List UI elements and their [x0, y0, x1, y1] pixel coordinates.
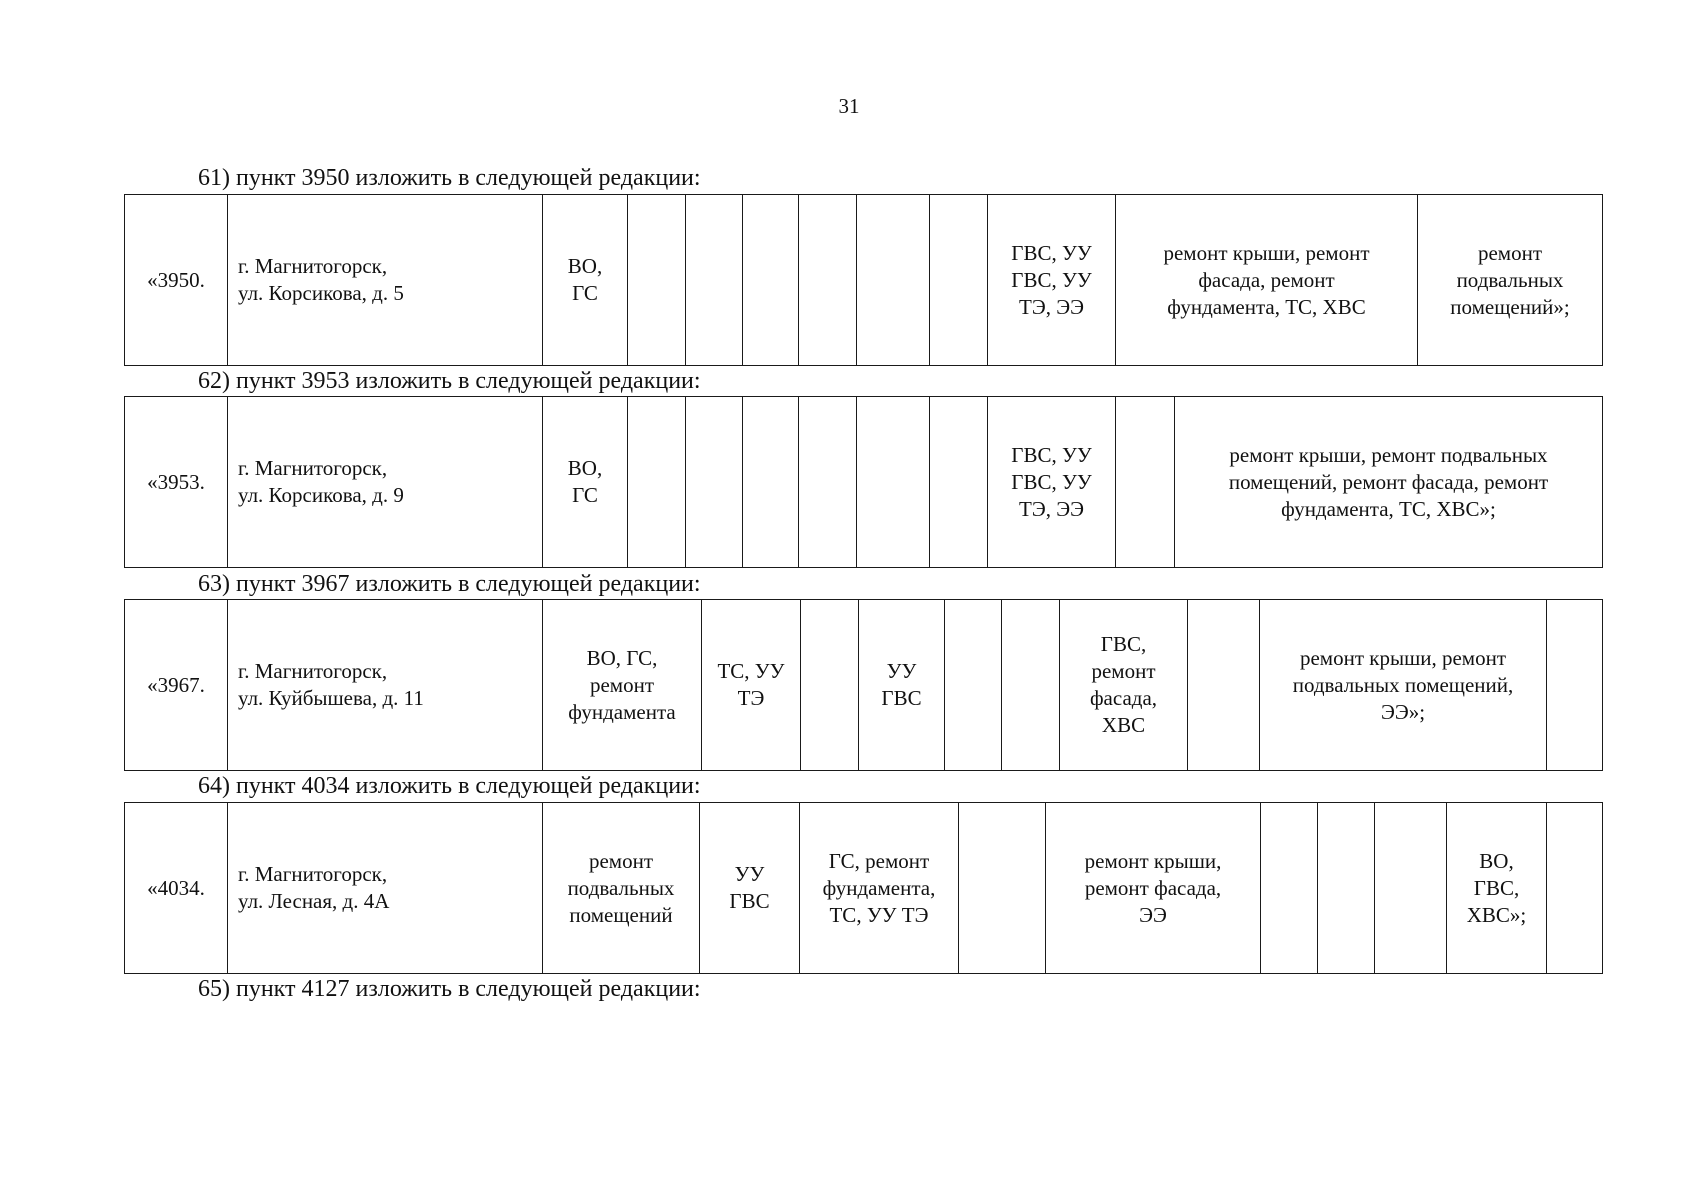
table-cell	[945, 600, 1002, 771]
table-cell	[543, 397, 628, 568]
address-line: ул. Куйбышева, д. 11	[238, 686, 424, 710]
cell-line: ГВС, УУ	[1011, 442, 1092, 467]
cell-line: ГВС, УУ	[1011, 267, 1092, 292]
cell-line: ЭЭ	[1139, 902, 1167, 927]
section-heading: 62) пункт 3953 изложить в следующей редакции:	[198, 368, 701, 394]
table-cell	[857, 195, 930, 366]
cell-line: ТЭ	[737, 686, 765, 710]
table-cell	[1261, 803, 1318, 974]
cell-line: ГВС, УУ	[1011, 469, 1092, 494]
address-cell	[228, 195, 543, 366]
cell-line: ГВС	[729, 889, 770, 913]
cell-line: помещений, ремонт фасада, ремонт	[1228, 469, 1549, 494]
table-cell	[930, 397, 988, 568]
cell-line: ВО,	[567, 456, 603, 480]
table-cell	[1002, 600, 1060, 771]
data-table	[124, 194, 1603, 366]
cell-line: ГВС	[881, 686, 922, 710]
table-cell	[801, 600, 859, 771]
cell-line: ремонт крыши, ремонт подвальных	[1229, 442, 1548, 467]
section-heading: 65) пункт 4127 изложить в следующей редакции:	[198, 976, 701, 1002]
cell-line: фундамента, ТС, ХВС	[1167, 294, 1366, 319]
table-cell	[1116, 397, 1175, 568]
cell-line: ремонт крыши, ремонт	[1163, 240, 1370, 265]
cell-line: ГС, ремонт	[828, 848, 930, 873]
address-line: ул. Корсикова, д. 9	[238, 483, 404, 507]
data-table	[124, 802, 1603, 974]
data-table	[124, 599, 1603, 771]
cell-line: ремонт	[1477, 240, 1543, 265]
table-cell	[1188, 600, 1260, 771]
cell-line: фундамента,	[822, 875, 936, 900]
cell-line: ремонт крыши, ремонт	[1299, 645, 1507, 670]
page-number: 31	[838, 94, 860, 118]
cell-line: ТЭ, ЭЭ	[1019, 294, 1084, 319]
table-cell	[628, 195, 686, 366]
address-line: г. Магнитогорск,	[238, 456, 388, 480]
item-number: «3967.	[125, 600, 228, 771]
address-line: г. Магнитогорск,	[238, 254, 388, 278]
table-cell	[702, 600, 801, 771]
section-heading: 63) пункт 3967 изложить в следующей редакции:	[198, 571, 701, 597]
cell-line: ГВС,	[1473, 875, 1520, 900]
cell-line: ГС	[572, 281, 598, 305]
table-cell	[543, 803, 700, 974]
cell-line: ВО,	[1479, 848, 1514, 873]
address-line: ул. Лесная, д. 4А	[238, 889, 390, 913]
cell-line: фасада, ремонт	[1198, 267, 1335, 292]
cell-line: УУ	[886, 659, 917, 683]
cell-line: ГВС, УУ	[1011, 240, 1092, 265]
table-cell	[628, 397, 686, 568]
cell-line: ЭЭ»;	[1380, 699, 1426, 724]
cell-line: фасада,	[1089, 686, 1158, 710]
address-cell	[228, 803, 543, 974]
item-number: «3950.	[125, 195, 228, 366]
cell-line: ТЭ, ЭЭ	[1019, 496, 1084, 521]
cell-line: помещений»;	[1450, 294, 1570, 319]
section-heading: 61) пункт 3950 изложить в следующей редакции:	[198, 165, 701, 191]
table-cell	[1046, 803, 1261, 974]
table-cell	[543, 195, 628, 366]
table-cell	[988, 397, 1116, 568]
table-cell	[743, 397, 799, 568]
table-cell	[988, 195, 1116, 366]
table-cell	[1116, 195, 1418, 366]
table-cell	[1260, 600, 1547, 771]
cell-line: ремонт	[589, 672, 655, 697]
cell-line: ремонт	[588, 848, 654, 873]
cell-line: ХВС»;	[1466, 902, 1527, 927]
address-cell	[228, 600, 543, 771]
cell-line: ГВС,	[1100, 632, 1147, 656]
table-cell	[1318, 803, 1375, 974]
table-cell	[1375, 803, 1447, 974]
table-cell	[1060, 600, 1188, 771]
table-cell	[859, 600, 945, 771]
cell-line: подвальных	[1456, 267, 1564, 292]
cell-line: подвальных помещений,	[1292, 672, 1514, 697]
cell-line: ВО,	[567, 254, 603, 278]
address-line: г. Магнитогорск,	[238, 659, 388, 683]
cell-line: ТС, УУ ТЭ	[829, 902, 929, 927]
item-number: «3953.	[125, 397, 228, 568]
table-cell	[1447, 803, 1547, 974]
table-cell	[700, 803, 800, 974]
cell-line: ремонт крыши,	[1084, 848, 1222, 873]
cell-line: помещений	[569, 902, 673, 927]
data-table	[124, 396, 1603, 568]
cell-line: ремонт	[1091, 659, 1156, 683]
section-heading: 64) пункт 4034 изложить в следующей редакции:	[198, 773, 701, 799]
cell-line: ВО, ГС,	[586, 645, 658, 670]
cell-line: фундамента	[568, 699, 676, 724]
cell-line: ГС	[572, 483, 598, 507]
cell-line: ТС, УУ	[717, 659, 785, 683]
table-cell	[686, 397, 743, 568]
cell-line: подвальных	[567, 875, 675, 900]
table-cell	[959, 803, 1046, 974]
table-cell	[799, 397, 857, 568]
table-cell	[1547, 803, 1603, 974]
table-cell	[930, 195, 988, 366]
item-number: «4034.	[125, 803, 228, 974]
cell-line: фундамента, ТС, ХВС»;	[1281, 496, 1496, 521]
table-cell	[686, 195, 743, 366]
table-cell	[543, 600, 702, 771]
table-cell	[1547, 600, 1603, 771]
address-cell	[228, 397, 543, 568]
table-cell	[743, 195, 799, 366]
address-line: ул. Корсикова, д. 5	[238, 281, 404, 305]
table-cell	[1418, 195, 1603, 366]
table-cell	[857, 397, 930, 568]
table-cell	[800, 803, 959, 974]
table-cell	[1175, 397, 1603, 568]
address-line: г. Магнитогорск,	[238, 862, 388, 886]
cell-line: ХВС	[1101, 713, 1146, 737]
cell-line: УУ	[734, 862, 765, 886]
cell-line: ремонт фасада,	[1084, 875, 1222, 900]
table-cell	[799, 195, 857, 366]
